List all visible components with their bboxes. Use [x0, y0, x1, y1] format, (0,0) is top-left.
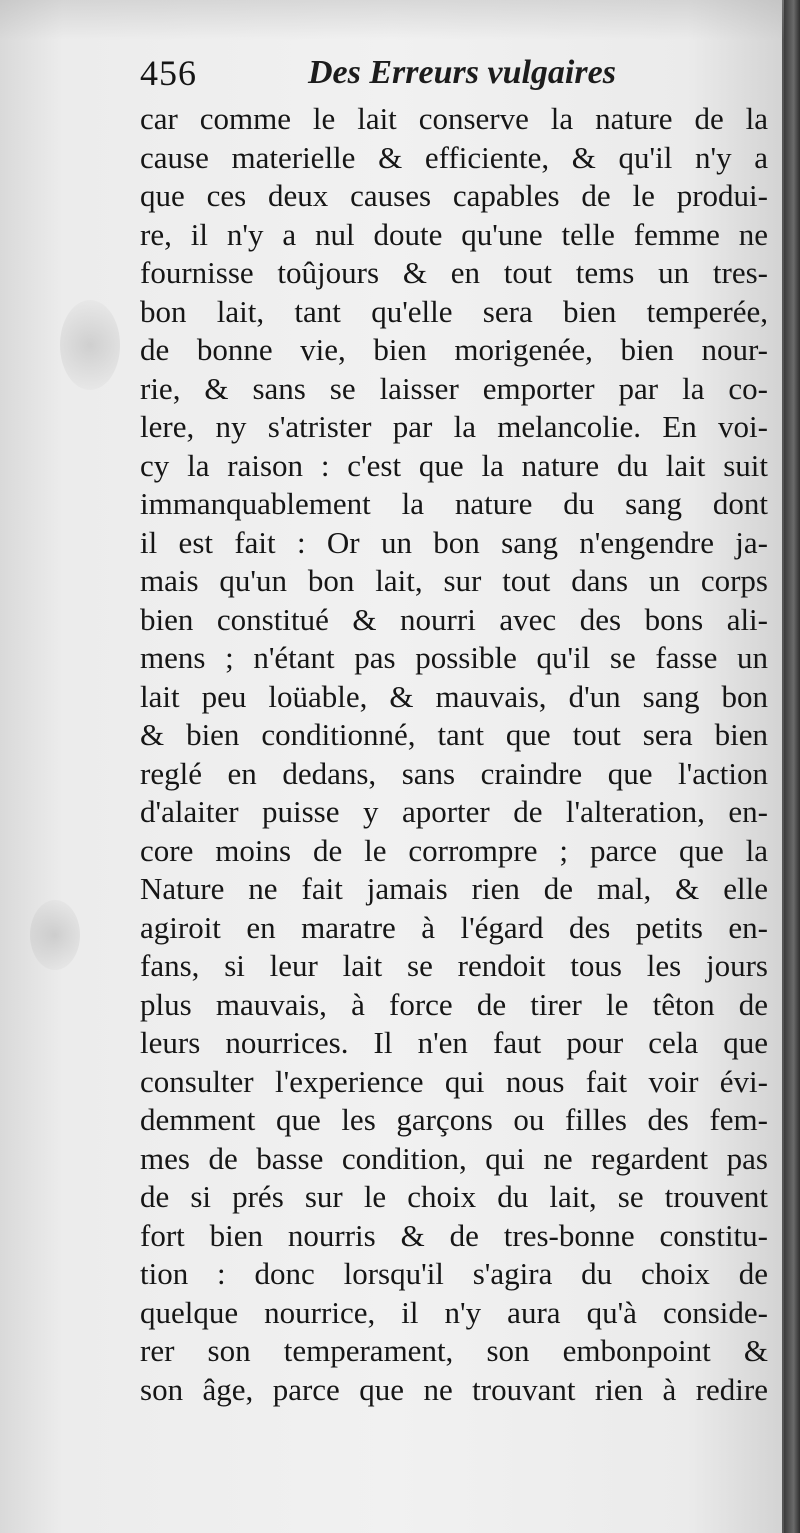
running-title: Des Erreurs vulgaires	[308, 54, 616, 91]
text-line: immanquablement la nature du sang dont	[140, 486, 768, 521]
text-line: & bien conditionné, tant que tout sera bien	[140, 717, 768, 752]
text-line: demment que les garçons ou filles des fem-	[140, 1102, 768, 1137]
text-line: bon lait, tant qu'elle sera bien temperée,	[140, 293, 768, 329]
page-shadow	[0, 0, 784, 40]
text-line: de si prés sur le choix du lait, se trouvent	[140, 1179, 768, 1214]
text-line: fans, si leur lait se rendoit tous les jours	[140, 948, 768, 983]
paper-stain	[30, 900, 80, 970]
text-line: reglé en dedans, sans craindre que l'action	[140, 755, 768, 791]
text-line: car comme le lait conserve la nature de la	[140, 101, 768, 136]
text-line: lere, ny s'atrister par la melancolie. En voi-	[140, 409, 768, 444]
text-line: mais qu'un bon lait, sur tout dans un corps	[140, 563, 768, 598]
text-line: Nature ne fait jamais rien de mal, & elle	[140, 871, 768, 906]
page-header	[140, 52, 760, 102]
text-line: consulter l'experience qui nous fait voir évi-	[140, 1063, 768, 1099]
text-line: bien constitué & nourri avec des bons ali-	[140, 601, 768, 637]
text-line: agiroit en maratre à l'égard des petits en-	[140, 909, 768, 945]
text-line: cause materielle & efficiente, & qu'il n'y a	[140, 139, 768, 175]
text-line: cy la raison : c'est que la nature du lait suit	[140, 447, 768, 483]
page-number: 456	[140, 53, 197, 93]
text-line: fournisse toûjours & en tout tems un tres-	[140, 255, 768, 290]
text-line: leurs nourrices. Il n'en faut pour cela que	[140, 1025, 768, 1060]
text-line: fort bien nourris & de tres-bonne constitu-	[140, 1217, 768, 1253]
text-line: rie, & sans se laisser emporter par la co-	[140, 370, 768, 406]
text-line: plus mauvais, à force de tirer le têton de	[140, 986, 768, 1022]
text-line: re, il n'y a nul doute qu'une telle femme ne	[140, 216, 768, 252]
text-line: rer son temperament, son embonpoint &	[140, 1333, 768, 1368]
text-line: son âge, parce que ne trouvant rien à redire	[140, 1371, 768, 1407]
text-line: d'alaiter puisse y aporter de l'alteration, en-	[140, 794, 768, 829]
text-line: de bonne vie, bien morigenée, bien nour-	[140, 332, 768, 367]
text-line: tion : donc lorsqu'il s'agira du choix de	[140, 1256, 768, 1291]
text-line: mes de basse condition, qui ne regardent pas	[140, 1140, 768, 1176]
body-text	[140, 100, 768, 1409]
paper-stain	[60, 300, 120, 390]
text-line: lait peu loüable, & mauvais, d'un sang bon	[140, 678, 768, 714]
text-line: que ces deux causes capables de le produi-	[140, 178, 768, 213]
book-gutter-edge	[784, 0, 800, 1533]
text-line: il est fait : Or un bon sang n'engendre ja-	[140, 524, 768, 560]
text-line: core moins de le corrompre ; parce que la	[140, 832, 768, 868]
text-line: mens ; n'étant pas possible qu'il se fasse un	[140, 640, 768, 675]
text-line: quelque nourrice, il n'y aura qu'à conside-	[140, 1294, 768, 1330]
